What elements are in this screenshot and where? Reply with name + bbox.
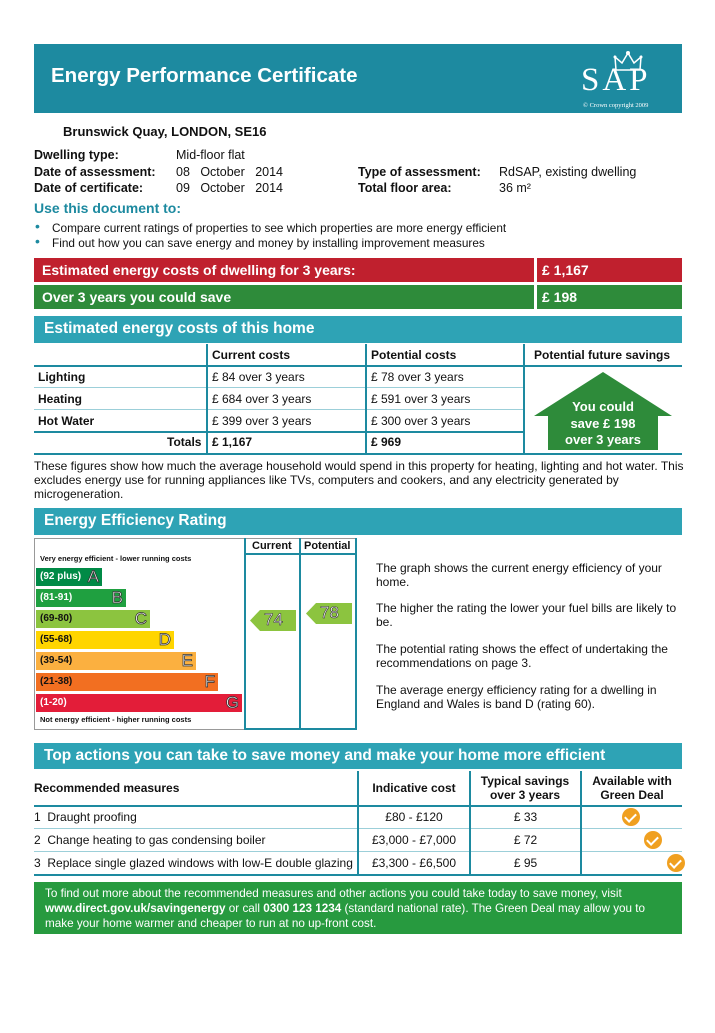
rating-band-letter: B <box>111 588 123 607</box>
type-assessment-label: Type of assessment: <box>358 165 481 179</box>
eer-paragraph: The potential rating shows the effect of undertaking the recommendations on page 3. <box>376 642 668 670</box>
cost-row-current: £ 84 over 3 years <box>212 370 305 384</box>
use-bullet: • Compare current ratings of properties to see which properties are more energy efficient <box>35 218 507 235</box>
costs-section-header: Estimated energy costs of this home <box>34 316 682 343</box>
cost-row-potential: £ 78 over 3 years <box>371 370 464 384</box>
current-rating-value: 74 <box>264 610 283 629</box>
dwelling-type-label: Dwelling type: <box>34 148 119 162</box>
eer-bottom-note: Not energy efficient - higher running costs <box>40 715 192 724</box>
eer-paragraph: The average energy efficiency rating for a dwelling in England and Wales is band D (rating 60). <box>376 683 657 711</box>
cost-row-potential: £ 300 over 3 years <box>371 414 471 428</box>
could-save-bar <box>34 285 682 309</box>
rating-band-letter: C <box>134 609 147 628</box>
potential-rating-value: 78 <box>320 603 339 622</box>
date-assessment-label: Date of assessment: <box>34 165 156 179</box>
dwelling-type-value: Mid-floor flat <box>176 148 245 162</box>
rating-band-d <box>36 631 174 649</box>
eer-paragraph: The higher the rating the lower your fuel bills are likely to be. <box>376 601 677 629</box>
date-assessment-value: 08 October 2014 <box>176 165 284 179</box>
cost-row-current: £ 684 over 3 years <box>212 392 312 406</box>
certificate-header <box>34 44 682 113</box>
rating-band-e <box>36 652 196 670</box>
costs-header-savings: Potential future savings <box>534 348 671 362</box>
costs-header-current: Current costs <box>212 348 291 362</box>
actions-header-measures: Recommended measures <box>34 781 180 795</box>
rating-band-range: (69-80) <box>40 613 73 624</box>
actions-header-cost: Indicative cost <box>372 781 456 795</box>
rating-band-range: (81-91) <box>40 592 73 603</box>
costs-note: These figures show how much the average household would spend in this property for heating, lighting and hot water. This excludes energy use for running appliances like TVs, computers and cookers, and any electricity generated by microgeneration. <box>34 459 684 501</box>
rating-band-a <box>36 568 102 586</box>
rating-band-range: (39-54) <box>40 655 73 666</box>
green-deal-tick-icon <box>644 831 662 849</box>
rating-band-letter: G <box>225 693 239 712</box>
copyright-text: © Crown copyright 2009 <box>583 102 649 109</box>
page-title: Energy Performance Certificate <box>51 64 358 87</box>
use-bullet: • Find out how you can save energy and money by installing improvement measures <box>35 233 485 250</box>
floor-area-label: Total floor area: <box>358 181 452 195</box>
rating-band-letter: F <box>204 672 215 691</box>
could-save-label: Over 3 years you could save <box>42 289 232 305</box>
action-row: 2 Change heating to gas condensing boiler <box>34 833 266 847</box>
estimated-costs-label: Estimated energy costs of dwelling for 3 years: <box>42 262 356 278</box>
action-saving: £ 95 <box>513 856 538 870</box>
action-row: 1 Draught proofing <box>34 810 137 824</box>
sap-letters: SAP <box>581 62 651 98</box>
rating-band-f <box>36 673 218 691</box>
date-certificate-value: 09 October 2014 <box>176 181 284 195</box>
action-saving: £ 33 <box>513 810 538 824</box>
action-cost: £80 - £120 <box>385 810 443 824</box>
rating-band-letter: D <box>158 630 171 649</box>
eer-section-header: Energy Efficiency Rating <box>34 508 682 535</box>
eer-top-note: Very energy efficient - lower running costs <box>40 554 192 563</box>
rating-band-letter: A <box>87 567 99 586</box>
property-address: Brunswick Quay, LONDON, SE16 <box>63 124 267 139</box>
actions-section-header: Top actions you can take to save money and make your home more efficient <box>34 743 682 769</box>
cost-row-label: Hot Water <box>38 414 95 428</box>
could-save-value: £ 198 <box>542 289 578 305</box>
rating-band-letter: E <box>181 651 193 670</box>
use-document-title: Use this document to: <box>34 200 182 216</box>
total-potential: £ 969 <box>371 435 402 449</box>
green-deal-tick-icon <box>622 808 640 826</box>
cost-row-label: Lighting <box>38 370 86 384</box>
rating-band-range: (21-38) <box>40 676 73 687</box>
actions-header-savings: Typical savings over 3 years <box>480 774 570 802</box>
rating-band-g <box>36 694 242 712</box>
action-cost: £3,300 - £6,500 <box>371 856 457 870</box>
phone-number: 0300 123 1234 <box>263 902 342 915</box>
rating-band-b <box>36 589 126 607</box>
costs-header-potential: Potential costs <box>371 348 457 362</box>
rating-band-range: (55-68) <box>40 634 73 645</box>
action-row: 3 Replace single glazed windows with low-E double glazing <box>34 856 353 870</box>
date-certificate-label: Date of certificate: <box>34 181 144 195</box>
total-current: £ 1,167 <box>212 435 253 449</box>
footer-info: To find out more about the recommended measures and other actions you could take today to save money, visit www.direct.gov.uk/savingenergy or call 0300 123 1234 (standard national rate). The Green Deal may allow you to make your home warmer and cheaper to run at no up-front cost. <box>34 882 682 934</box>
cost-row-label: Heating <box>38 392 83 406</box>
type-assessment-value: RdSAP, existing dwelling <box>499 165 637 179</box>
eer-col-potential: Potential <box>304 540 351 552</box>
action-saving: £ 72 <box>513 833 538 847</box>
sap-logo <box>579 50 674 110</box>
cost-row-potential: £ 591 over 3 years <box>371 392 471 406</box>
cost-row-current: £ 399 over 3 years <box>212 414 312 428</box>
estimated-costs-bar <box>34 258 682 282</box>
rating-band-range: (1-20) <box>40 697 67 708</box>
savings-house-text: You could save £ 198 over 3 years <box>565 399 641 447</box>
action-cost: £3,000 - £7,000 <box>371 833 457 847</box>
rating-band-range: (92 plus) <box>40 571 82 582</box>
actions-header-green-deal: Available with Green Deal <box>592 774 672 802</box>
estimated-costs-value: £ 1,167 <box>542 262 589 278</box>
totals-label: Totals <box>167 435 202 449</box>
eer-paragraph: The graph shows the current energy efficiency of your home. <box>376 561 662 589</box>
rating-band-c <box>36 610 150 628</box>
green-deal-tick-icon <box>667 854 685 872</box>
eer-col-current: Current <box>252 540 292 552</box>
floor-area-value: 36 m² <box>499 181 531 195</box>
savingenergy-link[interactable]: www.direct.gov.uk/savingenergy <box>45 902 226 915</box>
